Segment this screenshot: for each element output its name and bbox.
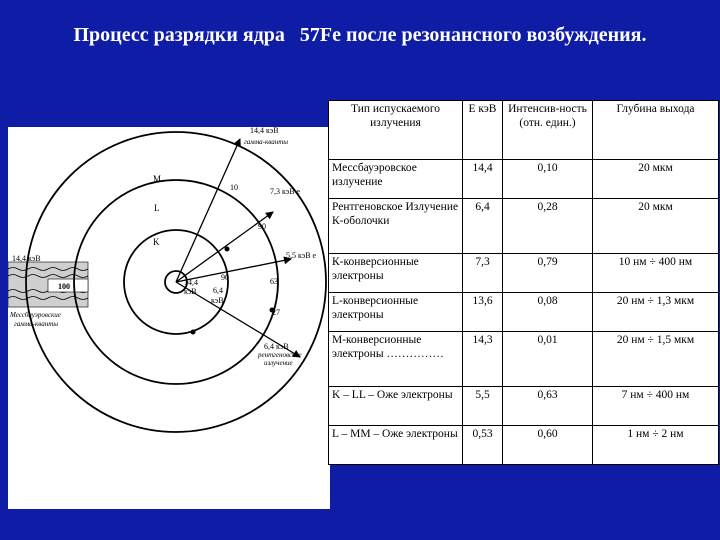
cell-type: L-конверсионные электроны <box>329 293 463 332</box>
cell-depth: 1 нм ÷ 2 нм <box>593 426 719 465</box>
cell-depth: 20 нм ÷ 1,3 мкм <box>593 293 719 332</box>
atom-diagram-svg <box>8 127 330 509</box>
cell-intensity: 0,01 <box>503 332 593 387</box>
header-energy: E кэВ <box>463 101 503 160</box>
gamma-sublabel: гамма-кванты <box>244 138 289 146</box>
cell-intensity: 0,10 <box>503 160 593 199</box>
table-row <box>329 160 719 199</box>
shell-label-m: M <box>153 174 162 184</box>
shell-label-k: K <box>153 237 160 247</box>
label-63: 63 <box>270 277 278 286</box>
cell-type: Рентгеновское Излучение К-оболочки <box>329 199 463 254</box>
cell-energy: 14,3 <box>463 332 503 387</box>
cell-energy: 7,3 <box>463 254 503 293</box>
beam-value: 100 <box>58 282 70 291</box>
slide-title: Процесс разрядки ядра 57Fe после резонансного возбуждения. <box>73 24 647 46</box>
xray-sublabel-1: рентгеновское <box>258 351 302 359</box>
cell-type: L – MM – Оже электроны <box>329 426 463 465</box>
table-header-row <box>329 101 719 160</box>
cell-depth: 20 мкм <box>593 160 719 199</box>
cell-depth: 20 мкм <box>593 199 719 254</box>
emission-table <box>328 100 719 465</box>
label-auger: 5,5 кэВ e <box>286 251 317 260</box>
energy-64-unit: кэВ <box>211 296 224 305</box>
label-90-top: 90 <box>258 222 266 231</box>
xray-sublabel-2: излучение <box>264 359 293 367</box>
cell-energy: 5,5 <box>463 387 503 426</box>
header-type: Тип испускаемого излучения <box>329 101 463 160</box>
xray-energy-label: 6,4 кэВ <box>264 342 289 351</box>
table-row <box>329 387 719 426</box>
cell-depth: 10 нм ÷ 400 нм <box>593 254 719 293</box>
atom-decay-diagram <box>8 127 330 509</box>
label-27: 27 <box>272 308 280 317</box>
label-90-low: 90 <box>221 273 229 282</box>
cell-depth: 7 нм ÷ 400 нм <box>593 387 719 426</box>
cell-intensity: 0,63 <box>503 387 593 426</box>
cell-type: K – LL – Оже электроны <box>329 387 463 426</box>
beam-sublabel-1: Мессбауэровские <box>10 311 61 319</box>
cell-energy: 13,6 <box>463 293 503 332</box>
cell-type: К-конверсионные электроны <box>329 254 463 293</box>
cell-depth: 20 нм ÷ 1,5 мкм <box>593 332 719 387</box>
energy-64: 6,4 <box>213 286 223 295</box>
cell-intensity: 0,79 <box>503 254 593 293</box>
nucleus-unit: кэВ <box>184 287 197 296</box>
table-row <box>329 332 719 387</box>
header-depth: Глубина выхода <box>593 101 719 160</box>
label-10: 10 <box>230 183 238 192</box>
cell-energy: 6,4 <box>463 199 503 254</box>
cell-type: M-конверсионные электроны …………… <box>329 332 463 387</box>
nucleus-energy: 14,4 <box>184 278 198 287</box>
cell-intensity: 0,60 <box>503 426 593 465</box>
beam-energy-label: 14,4 кэВ <box>12 254 41 263</box>
table-row <box>329 199 719 254</box>
cell-type: Мессбауэровское излучение <box>329 160 463 199</box>
cell-intensity: 0,28 <box>503 199 593 254</box>
header-intensity: Интенсив-ность (отн. един.) <box>503 101 593 160</box>
cell-intensity: 0,08 <box>503 293 593 332</box>
beam-sublabel-2: гамма-кванты <box>14 320 59 328</box>
table-row <box>329 254 719 293</box>
label-k-electron: 7,3 кэВ e <box>270 187 301 196</box>
cell-energy: 0,53 <box>463 426 503 465</box>
table-row <box>329 293 719 332</box>
table-row <box>329 426 719 465</box>
gamma-arrow <box>176 139 240 282</box>
cell-energy: 14,4 <box>463 160 503 199</box>
shell-label-l: L <box>154 203 160 213</box>
gamma-energy-label: 14,4 кэВ <box>250 127 279 135</box>
